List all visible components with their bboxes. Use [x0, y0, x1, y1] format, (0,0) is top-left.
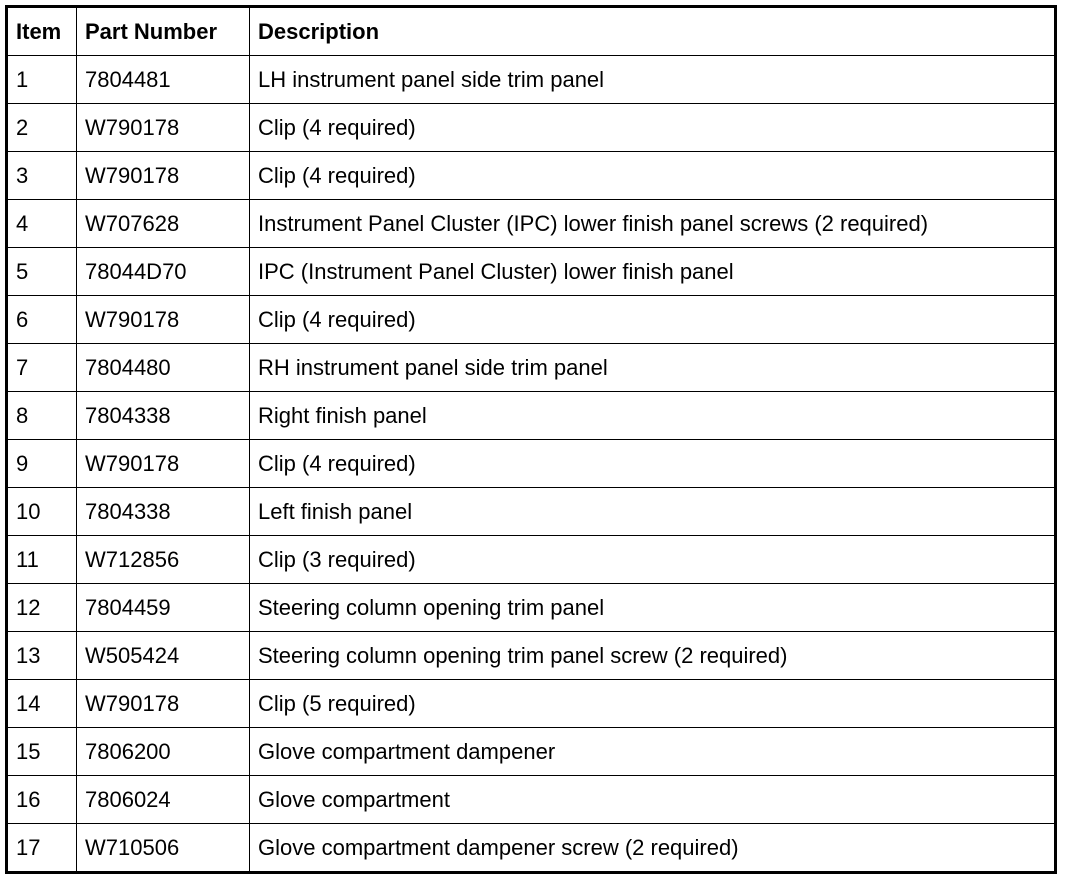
cell-part-number: W710506	[77, 824, 250, 873]
cell-description: Left finish panel	[250, 488, 1056, 536]
table-row	[7, 440, 1056, 488]
cell-item: 1	[7, 56, 77, 104]
parts-table	[5, 5, 1057, 874]
table-row	[7, 296, 1056, 344]
cell-description: Clip (5 required)	[250, 680, 1056, 728]
cell-item: 4	[7, 200, 77, 248]
cell-part-number: 7806200	[77, 728, 250, 776]
cell-part-number: 7804481	[77, 56, 250, 104]
cell-description: LH instrument panel side trim panel	[250, 56, 1056, 104]
cell-item: 12	[7, 584, 77, 632]
cell-part-number: W790178	[77, 296, 250, 344]
table-body	[7, 56, 1056, 873]
table-row	[7, 584, 1056, 632]
header-item: Item	[7, 7, 77, 56]
cell-description: Clip (4 required)	[250, 296, 1056, 344]
cell-item: 13	[7, 632, 77, 680]
cell-item: 3	[7, 152, 77, 200]
table-row	[7, 824, 1056, 873]
table-row	[7, 536, 1056, 584]
cell-part-number: W790178	[77, 104, 250, 152]
cell-item: 6	[7, 296, 77, 344]
cell-part-number: W505424	[77, 632, 250, 680]
table-row	[7, 728, 1056, 776]
cell-part-number: 7804338	[77, 488, 250, 536]
table-row	[7, 776, 1056, 824]
table-header-row	[7, 7, 1056, 56]
table-row	[7, 680, 1056, 728]
cell-description: Instrument Panel Cluster (IPC) lower finish panel screws (2 required)	[250, 200, 1056, 248]
cell-description: Glove compartment dampener screw (2 required)	[250, 824, 1056, 873]
header-description: Description	[250, 7, 1056, 56]
header-part-number: Part Number	[77, 7, 250, 56]
table-row	[7, 200, 1056, 248]
cell-description: Clip (4 required)	[250, 104, 1056, 152]
cell-item: 7	[7, 344, 77, 392]
cell-description: Clip (3 required)	[250, 536, 1056, 584]
cell-part-number: 78044D70	[77, 248, 250, 296]
table-row	[7, 104, 1056, 152]
cell-item: 2	[7, 104, 77, 152]
cell-item: 8	[7, 392, 77, 440]
cell-description: Steering column opening trim panel screw (2 required)	[250, 632, 1056, 680]
cell-part-number: 7804459	[77, 584, 250, 632]
cell-description: Glove compartment	[250, 776, 1056, 824]
cell-part-number: 7806024	[77, 776, 250, 824]
table-row	[7, 392, 1056, 440]
cell-description: Glove compartment dampener	[250, 728, 1056, 776]
cell-part-number: W790178	[77, 680, 250, 728]
cell-part-number: W712856	[77, 536, 250, 584]
cell-item: 15	[7, 728, 77, 776]
cell-description: Clip (4 required)	[250, 440, 1056, 488]
cell-item: 17	[7, 824, 77, 873]
cell-item: 5	[7, 248, 77, 296]
table-row	[7, 632, 1056, 680]
cell-part-number: W707628	[77, 200, 250, 248]
cell-description: Clip (4 required)	[250, 152, 1056, 200]
cell-part-number: 7804480	[77, 344, 250, 392]
table-row	[7, 152, 1056, 200]
cell-description: IPC (Instrument Panel Cluster) lower finish panel	[250, 248, 1056, 296]
cell-item: 16	[7, 776, 77, 824]
table-row	[7, 488, 1056, 536]
cell-description: RH instrument panel side trim panel	[250, 344, 1056, 392]
table-row	[7, 248, 1056, 296]
cell-item: 11	[7, 536, 77, 584]
cell-part-number: W790178	[77, 152, 250, 200]
table-row	[7, 56, 1056, 104]
cell-item: 14	[7, 680, 77, 728]
table-row	[7, 344, 1056, 392]
cell-description: Steering column opening trim panel	[250, 584, 1056, 632]
cell-part-number: W790178	[77, 440, 250, 488]
cell-description: Right finish panel	[250, 392, 1056, 440]
cell-item: 9	[7, 440, 77, 488]
cell-part-number: 7804338	[77, 392, 250, 440]
cell-item: 10	[7, 488, 77, 536]
